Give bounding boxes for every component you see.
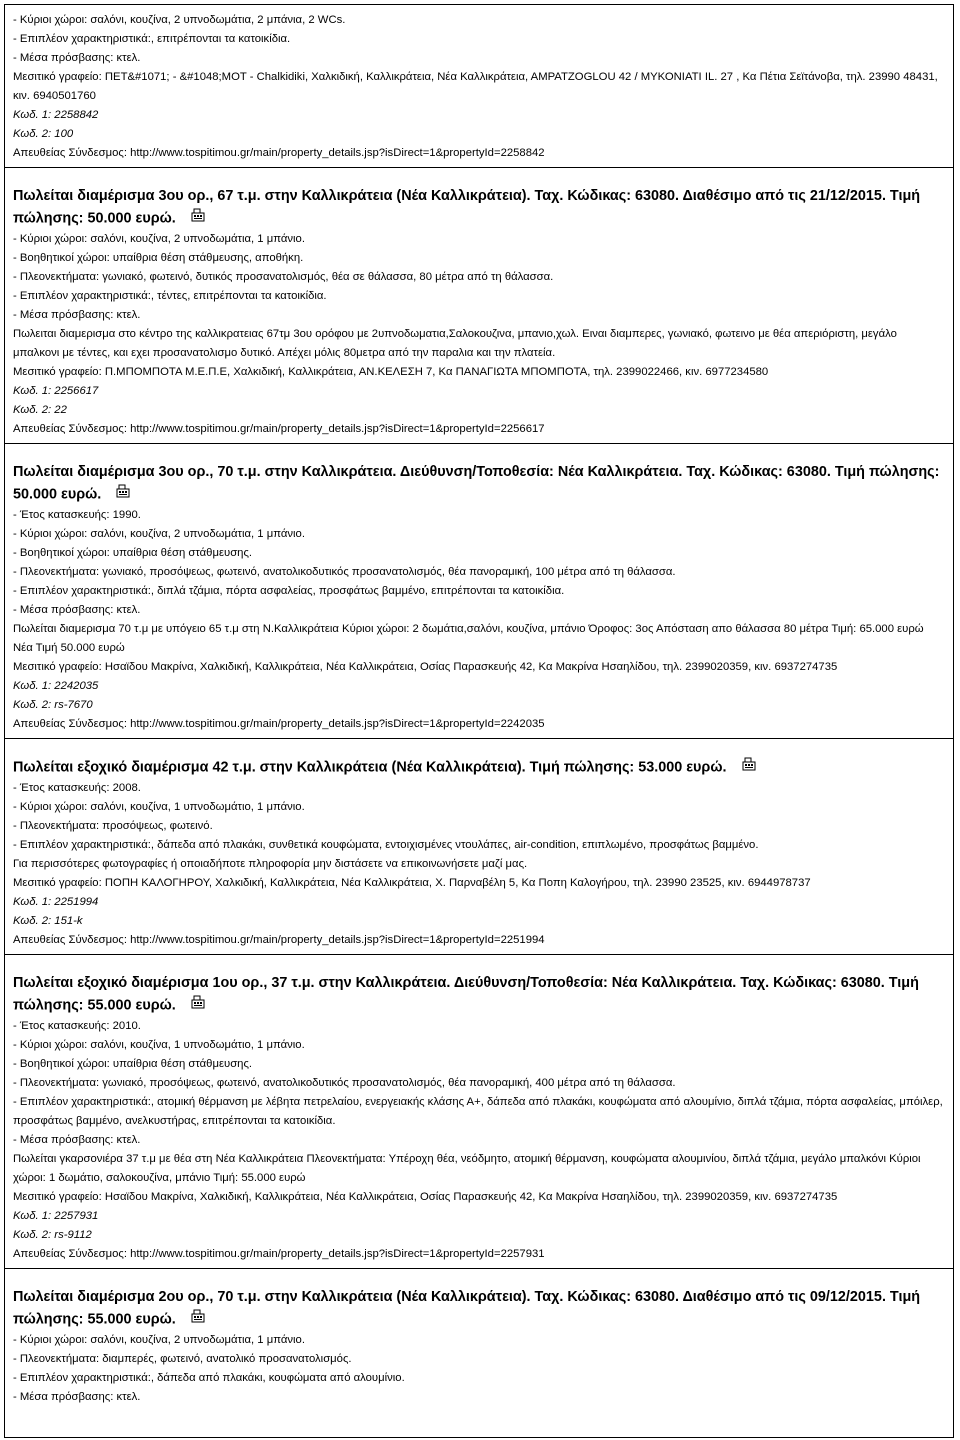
listing-heading xyxy=(5,745,953,779)
code-2: Κωδ. 2: 100 xyxy=(13,128,74,140)
feature-line: - Μέσα πρόσβασης: κτελ. xyxy=(13,1391,141,1403)
listing-heading xyxy=(5,450,953,506)
feature-line: - Επιπλέον χαρακτηριστικά:, δάπεδα από πλακάκι, κουφώματα από αλουμίνιο. xyxy=(13,1372,405,1384)
listing-description: Για περισσότερες φωτογραφίες ή οποιαδήποτε πληροφορία μην διστάσετε να επικοινωνήσετε μαζί μας. xyxy=(13,858,528,870)
feature-line: - Επιπλέον χαρακτηριστικά:, επιτρέπονται τα κατοικίδια. xyxy=(13,33,291,45)
feature-line: - Βοηθητικοί χώροι: υπαίθρια θέση στάθμευσης. xyxy=(13,547,253,559)
feature-line: - Επιπλέον χαρακτηριστικά:, τέντες, επιτρέπονται τα κατοικίδια. xyxy=(13,290,327,302)
listing-title: Πωλείται εξοχικό διαμέρισμα 1ου ορ., 37 τ.μ. στην Καλλικράτεια. Διεύθυνση/Τοποθεσία: Νέα Καλλικράτεια. Ταχ. Κώδικας: 63080. Τιμή πώλησης: 55.000 ευρώ. xyxy=(13,975,919,1014)
listing-title: Πωλείται διαμέρισμα 3ου ορ., 67 τ.μ. στην Καλλικράτεια (Νέα Καλλικράτεια). Ταχ. Κώδικας: 63080. Διαθέσιμο από τις 21/12/2015. Τιμή πώλησης: 50.000 ευρώ. xyxy=(13,188,921,227)
listing-heading xyxy=(5,174,953,230)
feature-line: - Μέσα πρόσβασης: κτελ. xyxy=(13,309,141,321)
direct-link[interactable]: Απευθείας Σύνδεσμος: http://www.tospitimou.gr/main/property_details.jsp?isDirect=1&propertyId=2242035 xyxy=(13,718,545,730)
code-1: Κωδ. 1: 2242035 xyxy=(13,680,99,692)
listing xyxy=(5,955,953,1264)
feature-line: - Κύριοι χώροι: σαλόνι, κουζίνα, 2 υπνοδωμάτια, 1 μπάνιο. xyxy=(13,233,305,245)
feature-line: - Μέσα πρόσβασης: κτελ. xyxy=(13,604,141,616)
fax-icon xyxy=(190,1308,206,1331)
listing-description: Πωλειται διαμερισμα στο κέντρο της καλλικρατειας 67τμ 3ου ορόφου με 2υπνοδωματια,Σαλοκουζινα, μπανιο,χωλ. Ειναι διαμπερες, γωνιακό, φωτεινο με θέα απεριόριστη, μεγάλο μπαλκονι με τέντες, και εχει προσανατολισμο δυτικό. Απέχει μόλις 80μετρα από την παραλια και την πλατεία. xyxy=(13,328,897,359)
feature-line: - Πλεονεκτήματα: γωνιακό, προσόψεως, φωτεινό, ανατολικοδυτικός προσανατολισμός, θέα πανοραμική, 400 μέτρα από τη θάλασσα. xyxy=(13,1077,676,1089)
feature-line: - Επιπλέον χαρακτηριστικά:, ατομική θέρμανση με λέβητα πετρελαίου, ενεργειακής κλάσης Α+, δάπεδα από πλακάκι, κουφώματα από αλουμίνιο, διπλά τζάμια, πόρτα ασφαλείας, μπόιλερ, προσφάτως βαμμένο, ανελκυστήρας, επιτρέπονται τα κατοικίδια. xyxy=(13,1096,943,1127)
listing-page xyxy=(4,4,954,1438)
feature-line: - Κύριοι χώροι: σαλόνι, κουζίνα, 2 υπνοδωμάτια, 1 μπάνιο. xyxy=(13,528,305,540)
feature-line: - Έτος κατασκευής: 1990. xyxy=(13,509,141,521)
direct-link[interactable]: Απευθείας Σύνδεσμος: http://www.tospitimou.gr/main/property_details.jsp?isDirect=1&propertyId=2256617 xyxy=(13,423,545,435)
feature-line: - Κύριοι χώροι: σαλόνι, κουζίνα, 1 υπνοδωμάτιο, 1 μπάνιο. xyxy=(13,1039,305,1051)
code-1: Κωδ. 1: 2258842 xyxy=(13,109,99,121)
feature-line: - Κύριοι χώροι: σαλόνι, κουζίνα, 1 υπνοδωμάτιο, 1 μπάνιο. xyxy=(13,801,305,813)
feature-line: - Μέσα πρόσβασης: κτελ. xyxy=(13,52,141,64)
listing-description: Πωλείται γκαρσονιέρα 37 τ.μ με θέα στη Νέα Καλλικράτεια Πλεονεκτήματα: Υπέροχη θέα, νεόδμητο, ατομική θέρμανση, κουφώματα αλουμινίου, διπλά τζάμια, μεγάλο μπαλκόνι Κύριοι χώροι: 1 δωμάτιο, σαλοκουζίνα, μπάνιο Τιμή: 55.000 ευρώ xyxy=(13,1153,921,1184)
listing-heading xyxy=(5,1275,953,1331)
listing xyxy=(5,1269,953,1407)
feature-line: - Κύριοι χώροι: σαλόνι, κουζίνα, 2 υπνοδωμάτια, 2 μπάνια, 2 WCs. xyxy=(13,14,346,26)
fax-icon xyxy=(190,207,206,230)
feature-line: - Πλεονεκτήματα: διαμπερές, φωτεινό, ανατολικό προσανατολισμός. xyxy=(13,1353,352,1365)
agency-info: Μεσιτικό γραφείο: Ησαϊδου Μακρίνα, Χαλκιδική, Καλλικράτεια, Νέα Καλλικράτεια, Οσίας Παρασκευής 42, Κα Μακρίνα Ησαηλίδου, τηλ. 2399020359, κιν. 6937274735 xyxy=(13,1191,838,1203)
listing-title: Πωλείται διαμέρισμα 3ου ορ., 70 τ.μ. στην Καλλικράτεια. Διεύθυνση/Τοποθεσία: Νέα Καλλικράτεια. Ταχ. Κώδικας: 63080. Τιμή πώλησης: 50.000 ευρώ. xyxy=(13,464,940,503)
feature-line: - Μέσα πρόσβασης: κτελ. xyxy=(13,1134,141,1146)
feature-line: - Πλεονεκτήματα: προσόψεως, φωτεινό. xyxy=(13,820,213,832)
feature-line: - Κύριοι χώροι: σαλόνι, κουζίνα, 2 υπνοδωμάτια, 1 μπάνιο. xyxy=(13,1334,305,1346)
listing-heading xyxy=(5,961,953,1017)
feature-line: - Επιπλέον χαρακτηριστικά:, δάπεδα από πλακάκι, συνθετικά κουφώματα, εντοιχισμένες ντουλάπες, air-condition, επιπλωμένο, προσφάτως βαμμένο. xyxy=(13,839,759,851)
direct-link[interactable]: Απευθείας Σύνδεσμος: http://www.tospitimou.gr/main/property_details.jsp?isDirect=1&propertyId=2257931 xyxy=(13,1248,545,1260)
listing xyxy=(5,444,953,734)
fax-icon xyxy=(741,756,757,779)
listing-title: Πωλείται διαμέρισμα 2ου ορ., 70 τ.μ. στην Καλλικράτεια (Νέα Καλλικράτεια). Ταχ. Κώδικας: 63080. Διαθέσιμο από τις 09/12/2015. Τιμή πώλησης: 55.000 ευρώ. xyxy=(13,1289,921,1328)
listing-title: Πωλείται εξοχικό διαμέρισμα 42 τ.μ. στην Καλλικράτεια (Νέα Καλλικράτεια). Τιμή πώλησης: 53.000 ευρώ. xyxy=(13,759,727,776)
code-1: Κωδ. 1: 2257931 xyxy=(13,1210,99,1222)
code-1: Κωδ. 1: 2251994 xyxy=(13,896,99,908)
agency-info: Μεσιτικό γραφείο: ΠΟΠΗ ΚΑΛΟΓΗΡΟΥ, Χαλκιδική, Καλλικράτεια, Νέα Καλλικράτεια, Χ. Παρναβέλη 5, Κα Ποπη Καλογήρου, τηλ. 23990 23525, κιν. 6944978737 xyxy=(13,877,811,889)
fax-icon xyxy=(115,483,131,506)
listing-continuation xyxy=(5,5,953,163)
listing-description: Πωλείται διαμερισμα 70 τ.μ με υπόγειο 65 τ.μ στη Ν.Καλλικράτεια Κύριοι χώροι: 2 δωμάτια,σαλόνι, κουζίνα, μπάνιο Όροφος: 3ος Απόσταση απο θάλασσα 80 μέτρα Τιμή: 65.000 ευρώ Νέα Τιμή 50.000 ευρώ xyxy=(13,623,924,654)
code-2: Κωδ. 2: rs-9112 xyxy=(13,1229,92,1241)
feature-line: - Πλεονεκτήματα: γωνιακό, φωτεινό, δυτικός προσανατολισμός, θέα σε θάλασσα, 80 μέτρα από τη θάλασσα. xyxy=(13,271,554,283)
feature-line: - Επιπλέον χαρακτηριστικά:, διπλά τζάμια, πόρτα ασφαλείας, προσφάτως βαμμένο, επιτρέπονται τα κατοικίδια. xyxy=(13,585,565,597)
listing xyxy=(5,168,953,439)
direct-link[interactable]: Απευθείας Σύνδεσμος: http://www.tospitimou.gr/main/property_details.jsp?isDirect=1&propertyId=2251994 xyxy=(13,934,545,946)
feature-line: - Έτος κατασκευής: 2008. xyxy=(13,782,141,794)
listing xyxy=(5,739,953,950)
direct-link[interactable]: Απευθείας Σύνδεσμος: http://www.tospitimou.gr/main/property_details.jsp?isDirect=1&propertyId=2258842 xyxy=(13,147,545,159)
agency-info: Μεσιτικό γραφείο: Π.ΜΠΟΜΠΟΤΑ Μ.Ε.Π.Ε, Χαλκιδική, Καλλικράτεια, ΑΝ.ΚΕΛΕΣΗ 7, Κα ΠΑΝΑΓΙΩΤΑ ΜΠΟΜΠΟΤΑ, τηλ. 2399022466, κιν. 6977234580 xyxy=(13,366,769,378)
feature-line: - Έτος κατασκευής: 2010. xyxy=(13,1020,141,1032)
code-2: Κωδ. 2: 22 xyxy=(13,404,67,416)
feature-line: - Πλεονεκτήματα: γωνιακό, προσόψεως, φωτεινό, ανατολικοδυτικός προσανατολισμός, θέα πανοραμική, 100 μέτρα από τη θάλασσα. xyxy=(13,566,676,578)
code-2: Κωδ. 2: 151-k xyxy=(13,915,83,927)
code-2: Κωδ. 2: rs-7670 xyxy=(13,699,93,711)
fax-icon xyxy=(190,994,206,1017)
feature-line: - Βοηθητικοί χώροι: υπαίθρια θέση στάθμευσης. xyxy=(13,1058,253,1070)
code-1: Κωδ. 1: 2256617 xyxy=(13,385,99,397)
agency-info: Μεσιτικό γραφείο: ΠΕΤ&#1071; - &#1048;ΜΟΤ - Chalkidiki, Χαλκιδική, Καλλικράτεια, Νέα Καλλικράτεια, ΑΜΡΑΤΖΟGLOU 42 / ΜΥΚΟΝΙΑΤΙ IL. 27 , Κα Πέτια Σεϊτάνοβα, τηλ. 23990 48431, κιν. 6940501760 xyxy=(13,71,938,102)
agency-info: Μεσιτικό γραφείο: Ησαϊδου Μακρίνα, Χαλκιδική, Καλλικράτεια, Νέα Καλλικράτεια, Οσίας Παρασκευής 42, Κα Μακρίνα Ησαηλίδου, τηλ. 2399020359, κιν. 6937274735 xyxy=(13,661,838,673)
feature-line: - Βοηθητικοί χώροι: υπαίθρια θέση στάθμευσης, αποθήκη. xyxy=(13,252,304,264)
